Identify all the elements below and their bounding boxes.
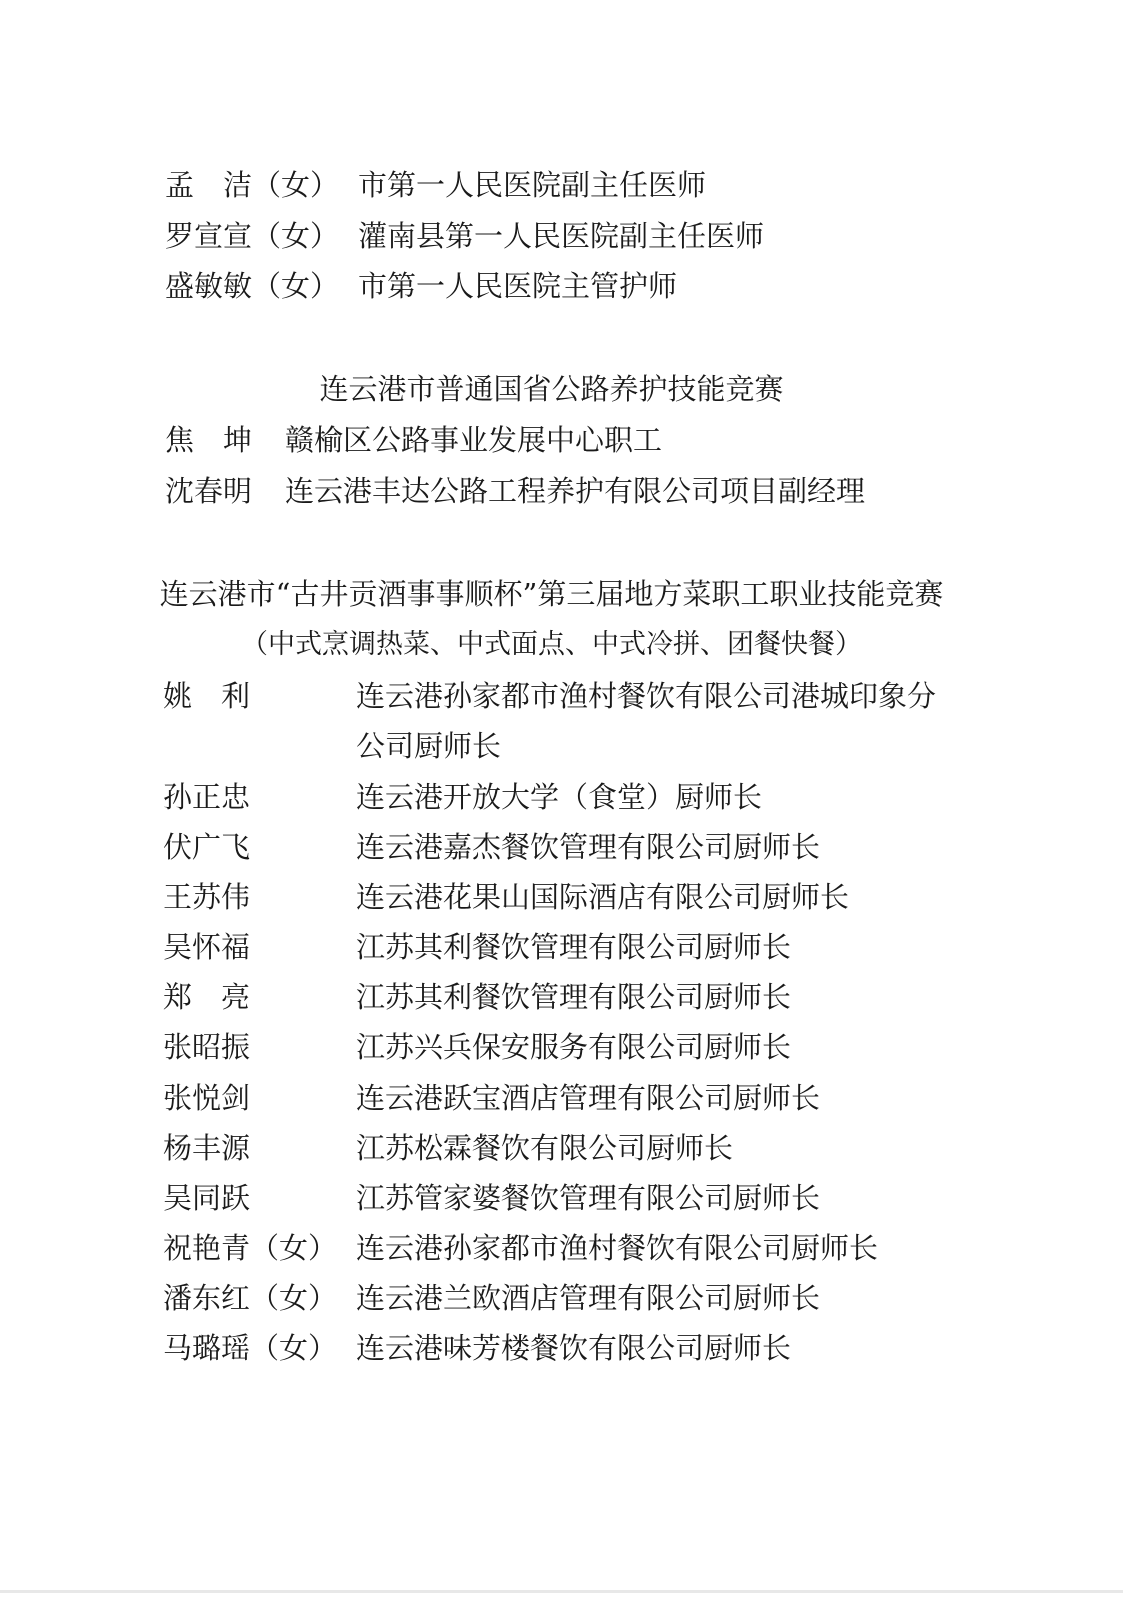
person-title: 江苏兴兵保安服务有限公司厨师长 <box>356 1030 792 1064</box>
person-name: 吴同跃 <box>163 1181 251 1215</box>
person-title: 灌南县第一人民医院副主任医师 <box>358 219 765 253</box>
list-item <box>0 160 1123 210</box>
person-name: 伏广飞 <box>163 830 251 864</box>
person-name: 沈春明 <box>165 474 253 508</box>
list-item <box>0 1273 1123 1323</box>
person-title: 赣榆区公路事业发展中心职工 <box>285 423 663 457</box>
person-title: 连云港兰欧酒店管理有限公司厨师长 <box>356 1281 821 1315</box>
person-name: 王苏伟 <box>163 880 251 914</box>
list-item <box>0 822 1123 872</box>
person-title: 连云港孙家都市渔村餐饮有限公司厨师长 <box>356 1231 879 1265</box>
person-name: 张悦剑 <box>163 1081 251 1115</box>
person-name: 马璐瑶（女） <box>163 1331 338 1365</box>
list-item <box>0 415 1123 465</box>
list-item <box>0 1123 1123 1173</box>
person-name: 郑 亮 <box>163 980 251 1014</box>
list-item-continuation <box>0 721 1123 771</box>
person-title: 江苏其利餐饮管理有限公司厨师长 <box>356 980 792 1014</box>
section-title: 连云港市普通国省公路养护技能竞赛 <box>319 372 784 406</box>
person-title: 连云港丰达公路工程养护有限公司项目副经理 <box>285 474 866 508</box>
list-item <box>0 922 1123 972</box>
person-title: 连云港味芳楼餐饮有限公司厨师长 <box>356 1331 792 1365</box>
person-title: 市第一人民医院主管护师 <box>358 269 678 303</box>
list-item <box>0 261 1123 311</box>
person-name: 罗宣宣（女） <box>165 219 340 253</box>
list-item <box>0 1173 1123 1223</box>
list-item <box>0 872 1123 922</box>
person-title: 连云港嘉杰餐饮管理有限公司厨师长 <box>356 830 821 864</box>
list-item <box>0 972 1123 1022</box>
person-title: 江苏管家婆餐饮管理有限公司厨师长 <box>356 1181 821 1215</box>
list-item <box>0 671 1123 721</box>
person-title: 市第一人民医院副主任医师 <box>358 168 707 202</box>
person-title: 江苏其利餐饮管理有限公司厨师长 <box>356 930 792 964</box>
person-name: 盛敏敏（女） <box>165 269 340 303</box>
person-title: 连云港花果山国际酒店有限公司厨师长 <box>356 880 850 914</box>
list-item <box>0 211 1123 261</box>
list-item <box>0 1323 1123 1373</box>
person-name: 张昭振 <box>163 1030 251 1064</box>
person-title: 江苏松霖餐饮有限公司厨师长 <box>356 1131 734 1165</box>
list-item <box>0 1073 1123 1123</box>
person-name: 祝艳青（女） <box>163 1231 338 1265</box>
list-item <box>0 466 1123 516</box>
person-title: 连云港跃宝酒店管理有限公司厨师长 <box>356 1081 821 1115</box>
list-item <box>0 772 1123 822</box>
person-name: 孟 洁（女） <box>165 168 340 202</box>
list-item <box>0 1223 1123 1273</box>
person-name: 潘东红（女） <box>163 1281 338 1315</box>
person-name: 姚 利 <box>163 679 251 713</box>
person-title: 连云港孙家都市渔村餐饮有限公司港城印象分 <box>356 679 937 713</box>
page-edge-line <box>0 1590 1123 1593</box>
person-name: 焦 坤 <box>165 423 253 457</box>
person-title-continued: 公司厨师长 <box>356 729 502 763</box>
section-subtitle: （中式烹调热菜、中式面点、中式冷拼、团餐快餐） <box>241 629 862 660</box>
person-name: 孙正忠 <box>163 780 251 814</box>
person-name: 吴怀福 <box>163 930 251 964</box>
list-item <box>0 1022 1123 1072</box>
person-title: 连云港开放大学（食堂）厨师长 <box>356 780 763 814</box>
section-title: 连云港市“古井贡酒事事顺杯”第三届地方菜职工职业技能竞赛 <box>159 577 944 611</box>
person-name: 杨丰源 <box>163 1131 251 1165</box>
